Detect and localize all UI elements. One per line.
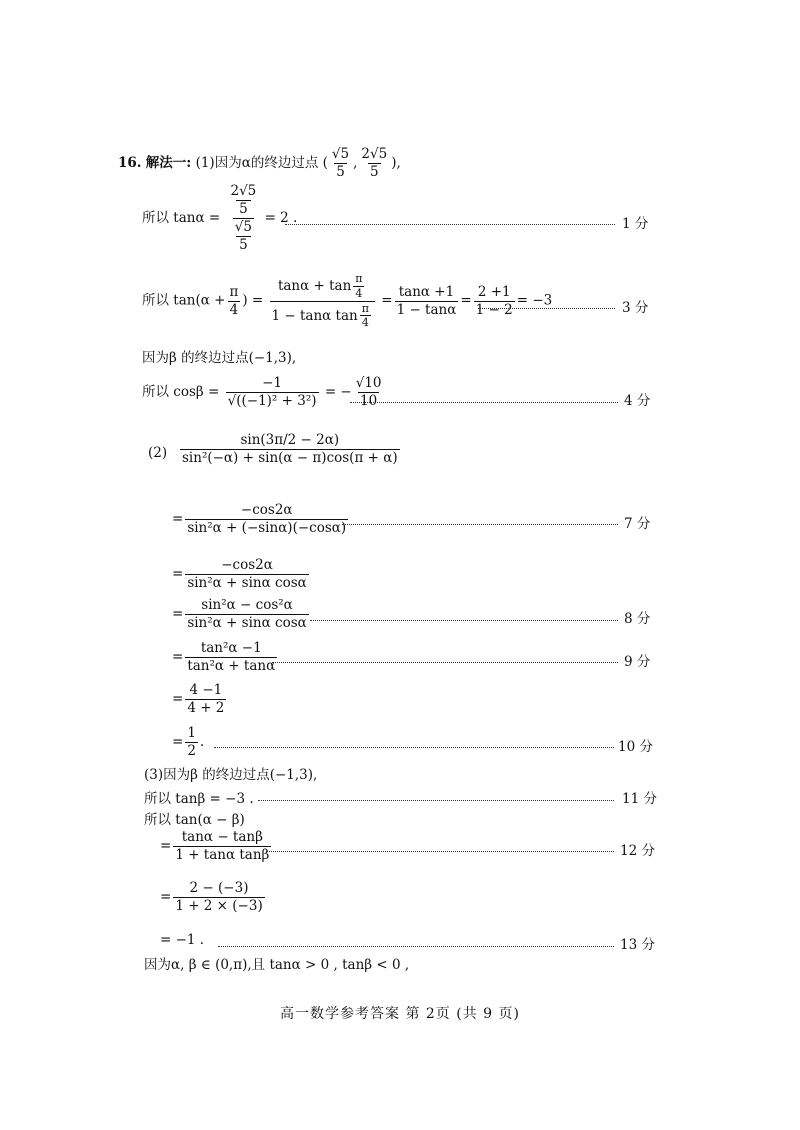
part2-eq1: = $\frac{-\cos 2\alpha}{\text{sin²α + (−sinα)(−cosα)}}$: [172, 502, 347, 536]
step1-denom-denom: 5: [236, 236, 251, 254]
part2-label: (2): [148, 445, 168, 461]
p3eq1-den: 1 + tanα tanβ: [175, 846, 270, 863]
score-9: 9 分: [624, 654, 651, 670]
step2-numer-pi: π: [355, 272, 363, 285]
part2-eq3: = $\frac{\text{sin²α − cos²α}}{\text{sin²α + sinα cosα}}$: [172, 597, 307, 631]
score-12: 12 分: [620, 843, 655, 859]
part2-num: sin(3π/2 − 2α): [240, 432, 340, 448]
part3-eq3: = −1 .: [160, 932, 205, 948]
eq5-den: 4 + 2: [187, 699, 225, 716]
eq4-den: tan²α + tanα: [187, 657, 276, 674]
step2-frac3-den: 1 − 2: [475, 301, 513, 318]
score-1: 1 分: [622, 216, 649, 232]
step1-numer-numer: 2√5: [230, 183, 257, 199]
score-11: 11 分: [622, 791, 657, 807]
part2-den: sin²(−α) + sin(α − π)cos(π + α): [182, 449, 398, 466]
step2-numer: tanα + tan: [277, 277, 352, 294]
point-y-den: 5: [370, 163, 379, 180]
eq1-den: sin²α + (−sinα)(−cosα): [187, 519, 347, 536]
p3eq2-den: 1 + 2 × (−3): [175, 897, 263, 914]
method-label: 解法一:: [145, 154, 192, 171]
step2-denom: 1 − tanα tan: [271, 307, 358, 324]
part2-eq4: = $\frac{\text{tan²α −1}}{\text{tan²α + tanα}}$: [172, 640, 276, 674]
step1-result: = 2 .: [264, 209, 298, 226]
part3-tan-diff: 所以 tan(α − β): [144, 812, 245, 828]
p3eq2-num: 2 − (−3): [189, 880, 249, 896]
step-cos-beta: [142, 375, 386, 410]
eq3-num: sin²α − cos²α: [201, 597, 293, 613]
part2-eq6: = $\frac{1}{2}$ .: [172, 725, 205, 759]
step-tan-sum: 所以 tan(α + $\frac{\pi}{4}$ ) = tanα + tan $\frac{\pi}{4}$ 1 − tanα tan $\frac{\pi}{4}$ = $\frac{\tan\alpha +1}{1 - \tan\alpha}$ = $\frac{2 +1}{1 - 2}$ = −3: [142, 272, 553, 330]
beta-point-line: 因为β 的终边过点(−1,3),: [142, 350, 297, 366]
step2-denom-pi: π: [361, 301, 369, 315]
step2-denom-four: 4: [361, 316, 369, 330]
step2-pi: π: [229, 283, 239, 300]
eq6-den: 2: [187, 742, 196, 759]
problem-header: 16. 解法一: (1)因为α的终边过点 ( $\frac{√5}{5}$ , $\frac{2√5}{5}$ ),: [118, 146, 401, 180]
part3-intro: (3)因为β 的终边过点(−1,3),: [144, 767, 318, 783]
part2-eq2: = $\frac{-\cos 2\alpha}{\text{sin²α + sinα cosα}}$: [172, 557, 307, 591]
eq6-num: 1: [187, 725, 196, 741]
step2-frac2-den: 1 − tanα: [396, 301, 457, 318]
step2-frac3-num: 2 +1: [477, 283, 511, 300]
part1-intro: (1)因为α的终边过点: [195, 154, 319, 171]
score-7: 7 分: [624, 516, 651, 532]
part3-tan-beta: 所以 tanβ = −3 .: [144, 791, 254, 807]
final-condition: 因为α, β ∈ (0,π),且 tanα > 0 , tanβ < 0 ,: [144, 957, 410, 973]
step4-result-den: 10: [360, 392, 378, 409]
part2-expression: [178, 432, 402, 467]
dot-leader: [258, 800, 614, 801]
score-10: 10 分: [618, 739, 653, 755]
eq5-num: 4 −1: [189, 682, 223, 698]
page-footer: 高一数学参考答案 第 2页 (共 9 页): [280, 1006, 520, 1022]
score-3: 3 分: [622, 300, 649, 316]
part3-eq2: = $\frac{2 - (-3)}{1 + 2 \times (-3)}$: [160, 880, 263, 914]
dot-leader: [310, 620, 618, 621]
step4-mid: = −: [324, 383, 352, 400]
point-x-num: √5: [331, 146, 350, 162]
eq4-num: tan²α −1: [200, 640, 262, 656]
step4-result-num: √10: [355, 375, 382, 391]
part2-eq5: = $\frac{4 -1}{4 + 2}$: [172, 682, 225, 716]
dot-leader: [350, 402, 618, 403]
dot-leader: [272, 662, 618, 663]
score-8: 8 分: [624, 611, 651, 627]
point-x-den: 5: [336, 163, 345, 180]
problem-number: 16.: [118, 154, 142, 171]
step1-denom-numer: √5: [234, 218, 252, 235]
eq1-num: −cos2α: [240, 502, 293, 518]
p3eq1-num: tanα − tanβ: [181, 829, 263, 845]
step2-result: = −3: [516, 292, 553, 309]
step2-frac2-num: tanα +1: [398, 283, 455, 300]
dot-leader: [214, 747, 614, 748]
score-13: 13 分: [620, 937, 655, 953]
dot-leader: [218, 946, 614, 947]
step2-prefix: 所以 tan(α +: [142, 292, 226, 309]
step2-numer-four: 4: [355, 286, 363, 300]
eq2-num: −cos2α: [221, 557, 273, 573]
part3-eq1: = $\frac{\tan\alpha - \tan\beta}{\text{1 + tanα tanβ}}$: [160, 829, 270, 863]
step1-prefix: 所以 tanα =: [142, 209, 221, 226]
eq2-den: sin²α + sinα cosα: [187, 574, 307, 591]
dot-leader: [266, 851, 614, 852]
dot-leader: [285, 224, 615, 225]
step4-den: √((−1)² + 3²): [227, 392, 317, 409]
eq3-den: sin²α + sinα cosα: [187, 614, 307, 631]
step2-four: 4: [229, 301, 239, 318]
step2-eq: ) =: [242, 292, 264, 309]
step1-numer-denom: 5: [236, 200, 251, 218]
point-y-num: 2√5: [361, 146, 388, 162]
dot-leader: [478, 308, 615, 309]
dot-leader: [342, 524, 618, 525]
score-4: 4 分: [624, 393, 651, 409]
step4-num: −1: [262, 375, 283, 391]
step4-prefix: 所以 cosβ =: [142, 383, 220, 400]
step-tan-alpha: [142, 183, 297, 254]
